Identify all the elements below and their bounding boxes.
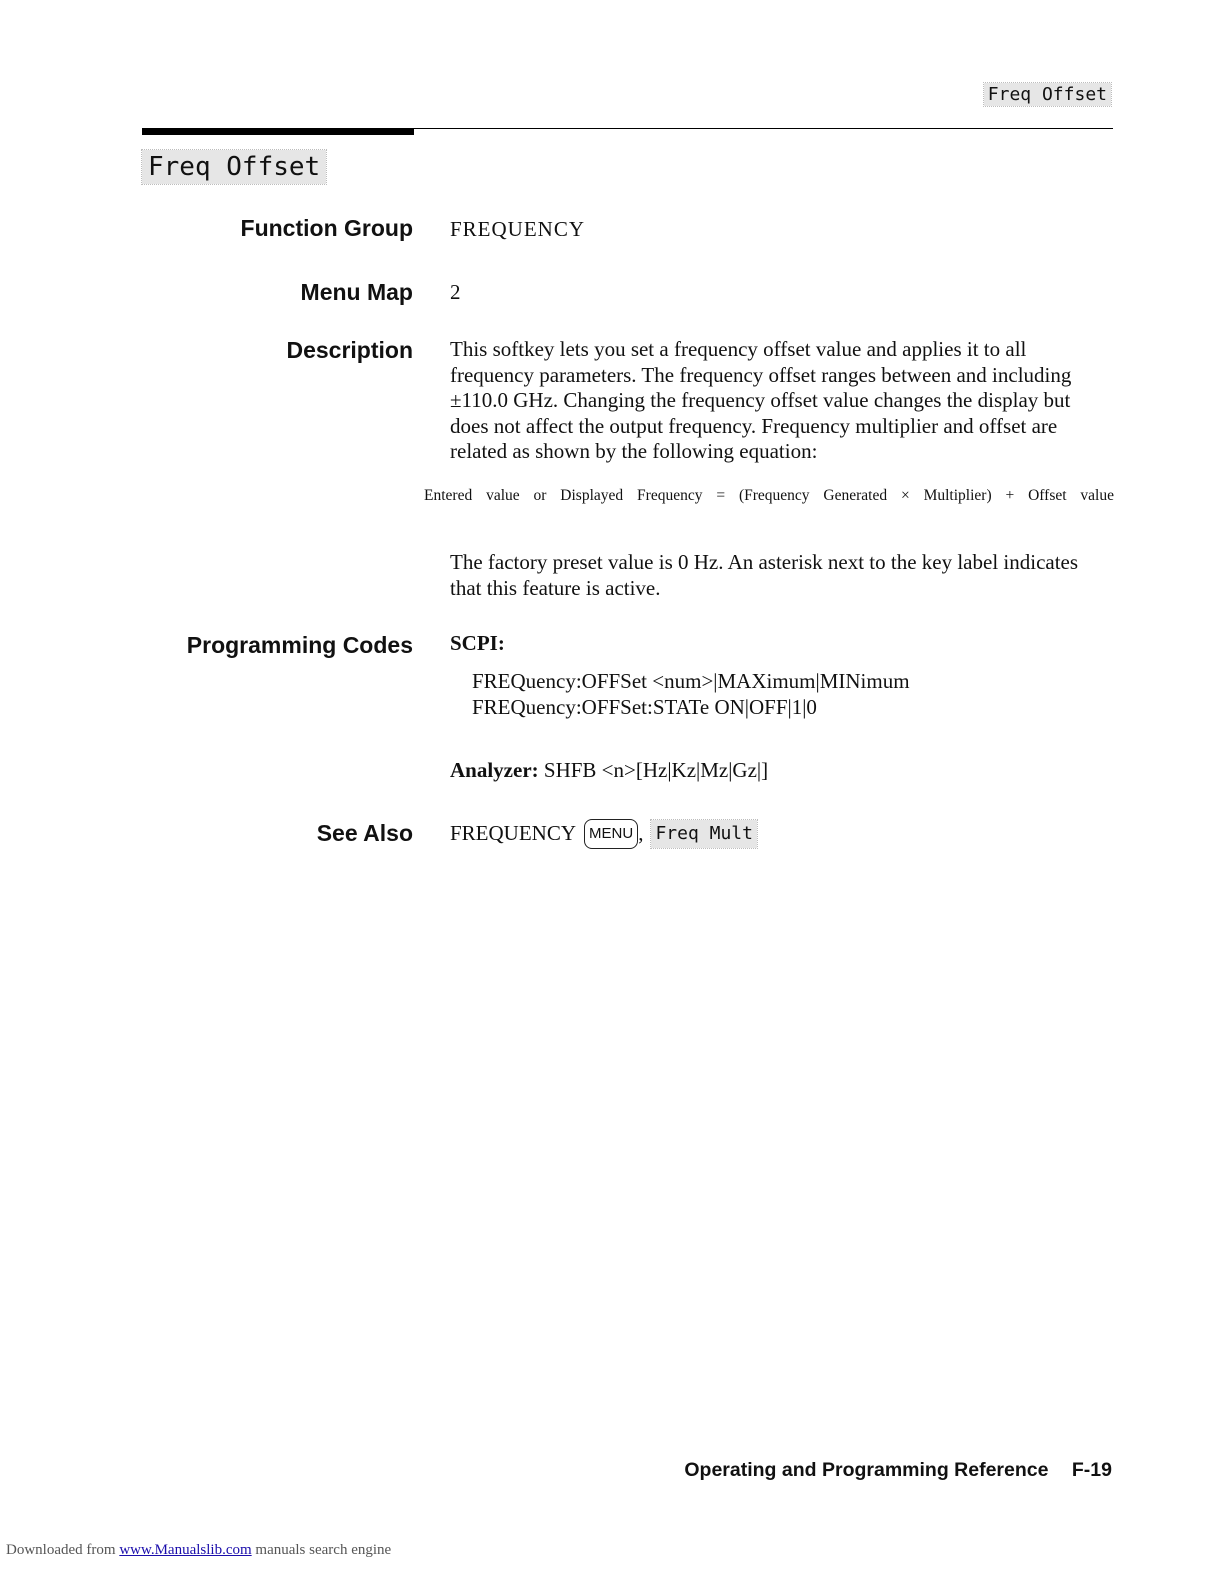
download-suffix: manuals search engine xyxy=(255,1542,392,1558)
header-softkey-label: Freq Offset xyxy=(984,83,1111,106)
description-paragraph: This softkey lets you set a frequency offset value and applies it to all frequency parameters. The frequency offset ranges between and including ±110.0 GHz. Changing the frequency offset value changes the display but does not affect the output frequency. Frequency multiplier and offset are related as shown by the following equation: xyxy=(450,337,1072,463)
scpi-heading: SCPI: xyxy=(450,631,505,655)
menu-hardkey: MENU xyxy=(584,819,638,849)
page-number: F-19 xyxy=(1071,1459,1112,1481)
analyzer-label: Analyzer: xyxy=(450,758,539,782)
analyzer-command xyxy=(450,758,768,784)
function-group-value: FREQUENCY xyxy=(450,217,586,241)
function-group-label: Function Group xyxy=(240,215,413,241)
description-paragraph-preset: The factory preset value is 0 Hz. An asterisk next to the key label indicates that this feature is active. xyxy=(450,550,1079,600)
download-notice xyxy=(6,1542,391,1559)
menu-map-value: 2 xyxy=(450,280,461,304)
description-label: Description xyxy=(286,337,413,363)
manualslib-link[interactable]: www.Manualslib.com xyxy=(119,1542,252,1558)
freq-mult-softkey: Freq Mult xyxy=(651,820,757,848)
see-also-references xyxy=(450,819,757,849)
menu-map-label: Menu Map xyxy=(300,279,413,305)
analyzer-value: SHFB <n>[Hz|Kz|Mz|Gz|] xyxy=(543,758,769,782)
footer-title: Operating and Programming Reference xyxy=(684,1459,1049,1481)
frequency-equation: Entered value or Displayed Frequency = (Frequency Generated × Multiplier) + Offset value xyxy=(424,487,1114,504)
download-prefix: Downloaded from xyxy=(6,1542,116,1558)
see-also-label: See Also xyxy=(316,820,413,846)
header-rule-accent xyxy=(142,128,414,135)
see-also-text: FREQUENCY xyxy=(450,821,577,845)
scpi-command: FREQuency:OFFSet <num>|MAXimum|MINimum xyxy=(472,669,910,693)
page-footer xyxy=(684,1459,1112,1482)
page-title: Freq Offset xyxy=(142,150,326,184)
see-also-separator: , xyxy=(638,821,644,845)
scpi-command: FREQuency:OFFSet:STATe ON|OFF|1|0 xyxy=(472,694,817,719)
programming-codes-label: Programming Codes xyxy=(186,632,413,658)
scpi-commands xyxy=(472,669,910,720)
